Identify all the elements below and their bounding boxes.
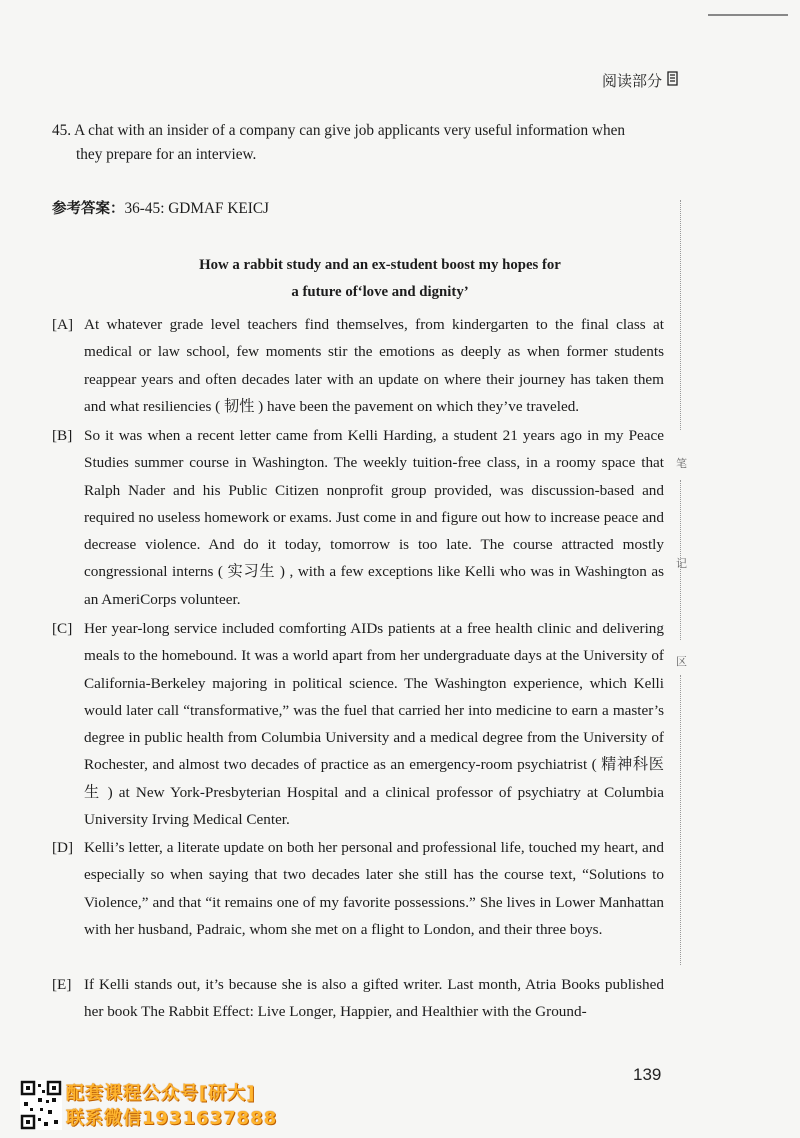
paragraph-a <box>52 311 664 420</box>
margin-note-char: 区 <box>676 655 687 668</box>
paragraph-e <box>52 971 664 1026</box>
paragraph-text: So it was when a recent letter came from Kelli Harding, a student 21 years ago in my Peace Studies summer course in Washington. The weekly tuition-free class, in a roomy space that Ralph Nader and his Public Citizen nonprofit group provided, was discussion-based and required no useless homework or exams. Just come in and figure out how to increase peace and decrease violence. And do it today, tomorrow is too late. The course attracted mostly congressional interns ( 实习生 ) , with a few exceptions like Kelli who was in Washington as an AmeriCorps volunteer. <box>84 427 664 608</box>
book-icon <box>665 70 681 88</box>
paragraph-text: Her year-long service included comforting AIDs patients at a free health clinic and delivering meals to the homebound. It was a world apart from her undergraduate days at the University of California-Berkeley majoring in political science. The Washington experience, which Kelli would later call “transformative,” was the fuel that carried her into medicine to earn a master’s degree in public health from Columbia University and a medical degree from the University of Rochester, and almost two decades of practice as an emergency-room psychiatrist ( 精神科医生 ) at New York-Presbyterian Hospital and a clinical professor of psychiatry at Columbia University Irving Medical Center. <box>84 620 664 829</box>
notes-margin-line <box>680 200 681 430</box>
margin-note-char: 记 <box>676 557 687 570</box>
top-rule <box>708 14 788 16</box>
watermark-line-1: 配套课程公众号[研大] <box>66 1083 256 1104</box>
article-title-line-2: a future of‘love and dignity’ <box>291 284 469 300</box>
paragraph-label: [C] <box>52 620 73 637</box>
paragraph-label: [A] <box>52 316 74 333</box>
paragraph-c <box>52 615 664 833</box>
margin-note-char: 笔 <box>676 457 687 470</box>
page-number: 139 <box>633 1065 662 1084</box>
question-number: 45. <box>52 122 72 139</box>
section-header: 阅读部分 <box>601 72 662 90</box>
paragraph-text: If Kelli stands out, it’s because she is also a gifted writer. Last month, Atria Books published her book The Rabbit Effect: Live Longer, Happier, and Healthier with the Ground- <box>84 976 664 1021</box>
paragraph-text: At whatever grade level teachers find themselves, from kindergarten to the final class at medical or law school, few moments stir the emotions as deeply as when former students reappear years and often decades later with an update on where their journey has taken them and what resiliencies ( 韧性 ) have been the pavement on which they’ve traveled. <box>84 316 664 415</box>
paragraph-label: [E] <box>52 976 72 993</box>
answer-label: 参考答案： <box>52 201 125 217</box>
paragraph-b <box>52 422 664 613</box>
paragraph-text: Kelli’s letter, a literate update on both her personal and professional life, touched my heart, and especially so when saying that two decades later she still has the course text, “Solutions to Violence,” and that “it remains one of my favorite possessions.” She lives in Lower Manhattan with her husband, Padraic, whom she met on a flight to London, and their three boys. <box>84 839 664 938</box>
answer-key <box>52 197 269 218</box>
question-line-2: they prepare for an interview. <box>76 146 257 163</box>
article-title-line-1: How a rabbit study and an ex-student boost my hopes for <box>199 257 561 273</box>
question-45 <box>52 119 667 167</box>
paragraph-label: [B] <box>52 427 73 444</box>
paragraph-d <box>52 834 664 943</box>
answer-value: 36-45: GDMAF KEICJ <box>124 200 269 217</box>
paragraph-label: [D] <box>52 839 74 856</box>
watermark-line-2: 联系微信1931637888 <box>66 1108 278 1129</box>
notes-margin-line <box>680 675 681 965</box>
question-line-1: A chat with an insider of a company can give job applicants very useful information when <box>74 122 626 139</box>
qr-code-icon <box>20 1080 62 1130</box>
